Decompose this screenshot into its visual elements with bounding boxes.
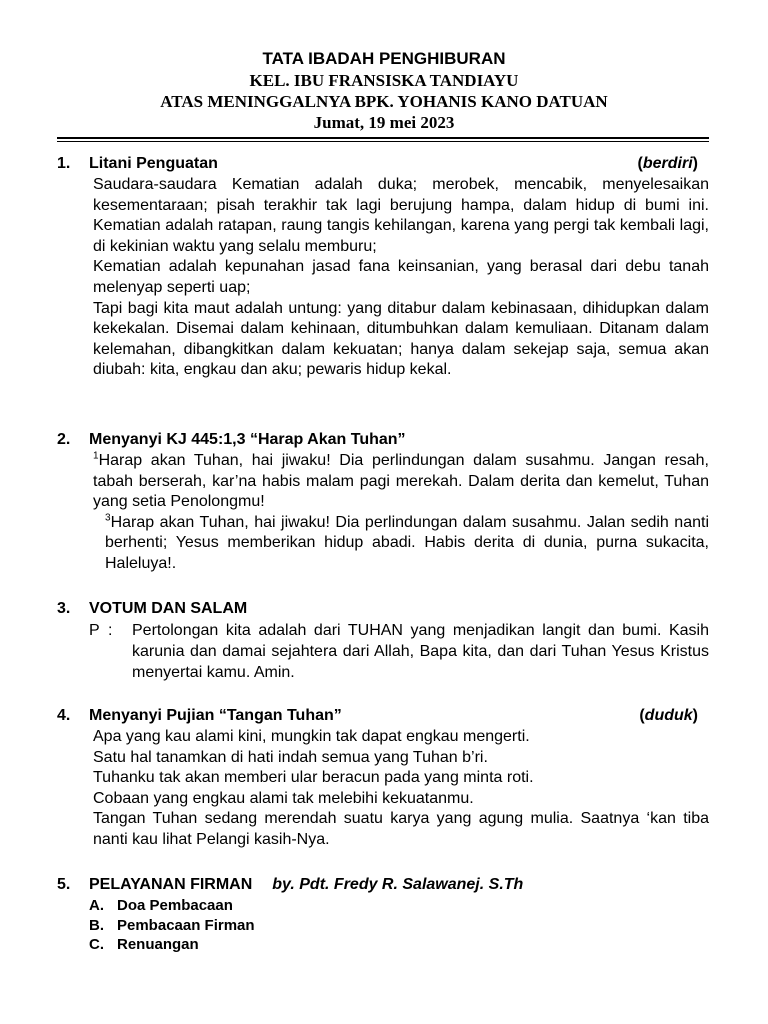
- section-hymn-kj445: [57, 429, 709, 575]
- item-letter: C.: [89, 936, 104, 953]
- hymn-verse-1: [93, 451, 709, 513]
- section-title: Menyanyi KJ 445:1,3 “Harap Akan Tuhan”: [89, 431, 406, 448]
- lyric-line: Cobaan yang engkau alami tak melebihi kekuatanmu.: [93, 789, 474, 807]
- list-item: [89, 935, 709, 955]
- date-line: Jumat, 19 mei 2023: [313, 113, 455, 132]
- document-header: [0, 48, 768, 133]
- posture-cue: (duduk): [639, 707, 698, 724]
- verse-number: 3: [105, 512, 111, 524]
- speaker-colon: :: [108, 622, 113, 639]
- section-song-tangan-tuhan: [57, 705, 709, 851]
- posture-cue: (berdiri): [637, 155, 698, 172]
- list-item: [89, 896, 709, 916]
- section-number: 3.: [57, 600, 71, 617]
- header-divider-thin: [57, 141, 709, 142]
- section-title: Litani Penguatan: [89, 155, 218, 172]
- litany-text: [93, 175, 709, 381]
- section-heading: [57, 598, 709, 620]
- litany-paragraph: Saudara-saudara Kematian adalah duka; merobek, mencabik, menyelesaikan kesementaraan; pisah terakhir tak lagi berujung hampa, dalam hidup di bumi ini. Kematian adalah ratapan, raung tangis kehilangan, karena yang pergi tak kembali lagi, di kekinian waktu yang selalu memburu;: [93, 176, 709, 255]
- section-number: 1.: [57, 155, 71, 172]
- section-number: 4.: [57, 707, 71, 724]
- verse-text: Harap akan Tuhan, hai jiwaku! Dia perlindungan dalam susahmu. Jalan sedih nanti berhenti; Yesus memberikan hidup abadi. Habis derita di dunia, purna sukacita, Haleluya!.: [105, 513, 709, 572]
- item-text: Doa Pembacaan: [117, 897, 233, 914]
- lyric-line: Tuhanku tak akan memberi ular beracun pada yang minta roti.: [93, 769, 534, 787]
- liturgy-response: [89, 620, 709, 683]
- section-heading: [57, 874, 709, 896]
- speaker-label: P: [89, 622, 100, 639]
- song-lyrics: [93, 727, 709, 851]
- section-pelayanan-firman: [57, 874, 709, 955]
- verse-text: Harap akan Tuhan, hai jiwaku! Dia perlindungan dalam susahmu. Jangan resah, tabah berserah, kar’na habis malam pagi merekah. Dalam derita dan kemelut, Tuhan yang setia Penolongmu!: [93, 452, 709, 511]
- item-text: Renuangan: [117, 936, 199, 953]
- verse-number: 1: [93, 450, 99, 462]
- lyric-line: Satu hal tanamkan di hati indah semua yang Tuhan b’ri.: [93, 748, 488, 766]
- occasion-line: ATAS MENINGGALNYA BPK. YOHANIS KANO DATUAN: [160, 92, 608, 111]
- section-number: 5.: [57, 876, 71, 893]
- section-title: PELAYANAN FIRMAN: [89, 876, 253, 893]
- section-heading: [57, 705, 709, 727]
- section-litani: [57, 153, 709, 381]
- section-heading: [57, 429, 709, 451]
- item-letter: B.: [89, 916, 104, 934]
- lyric-line: Apa yang kau alami kini, mungkin tak dapat engkau mengerti.: [93, 728, 530, 745]
- litany-paragraph: Kematian adalah kepunahan jasad fana keinsanian, yang berasal dari debu tanah melenyap seperti uap;: [93, 258, 709, 296]
- hymn-verse-3: [105, 513, 709, 575]
- item-text: Pembacaan Firman: [117, 916, 255, 934]
- list-item: [89, 916, 709, 936]
- item-letter: A.: [89, 897, 104, 914]
- preacher-byline: by. Pdt. Fredy R. Salawanej. S.Th: [272, 876, 524, 893]
- document-title: TATA IBADAH PENGHIBURAN: [262, 49, 506, 68]
- section-title: Menyanyi Pujian “Tangan Tuhan”: [89, 707, 342, 724]
- votum-text: Pertolongan kita adalah dari TUHAN yang menjadikan langit dan bumi. Kasih karunia dan damai sejahtera dari Allah, Bapa kita, dan dari Tuhan Yesus Kristus menyertai kamu. Amin.: [132, 622, 709, 681]
- section-heading: [57, 153, 709, 175]
- family-line: KEL. IBU FRANSISKA TANDIAYU: [249, 71, 519, 90]
- section-title: VOTUM DAN SALAM: [89, 600, 248, 617]
- header-divider-thick: [57, 137, 709, 139]
- lyric-line: Tangan Tuhan sedang merendah suatu karya yang agung mulia. Saatnya ‘kan tiba nanti kau lihat Pelangi kasih-Nya.: [93, 810, 709, 848]
- section-votum: [57, 598, 709, 683]
- litany-paragraph: Tapi bagi kita maut adalah untung: yang ditabur dalam kebinasaan, dihidupkan dalam kekekalan. Disemai dalam kehinaan, ditumbuhkan dalam kemuliaan. Ditanam dalam kelemahan, dibangkitkan dalam kekuatan; hanya dalam sekejap saja, semua akan diubah: kita, engkau dan aku; pewaris hidup kekal.: [93, 299, 709, 379]
- section-number: 2.: [57, 431, 71, 448]
